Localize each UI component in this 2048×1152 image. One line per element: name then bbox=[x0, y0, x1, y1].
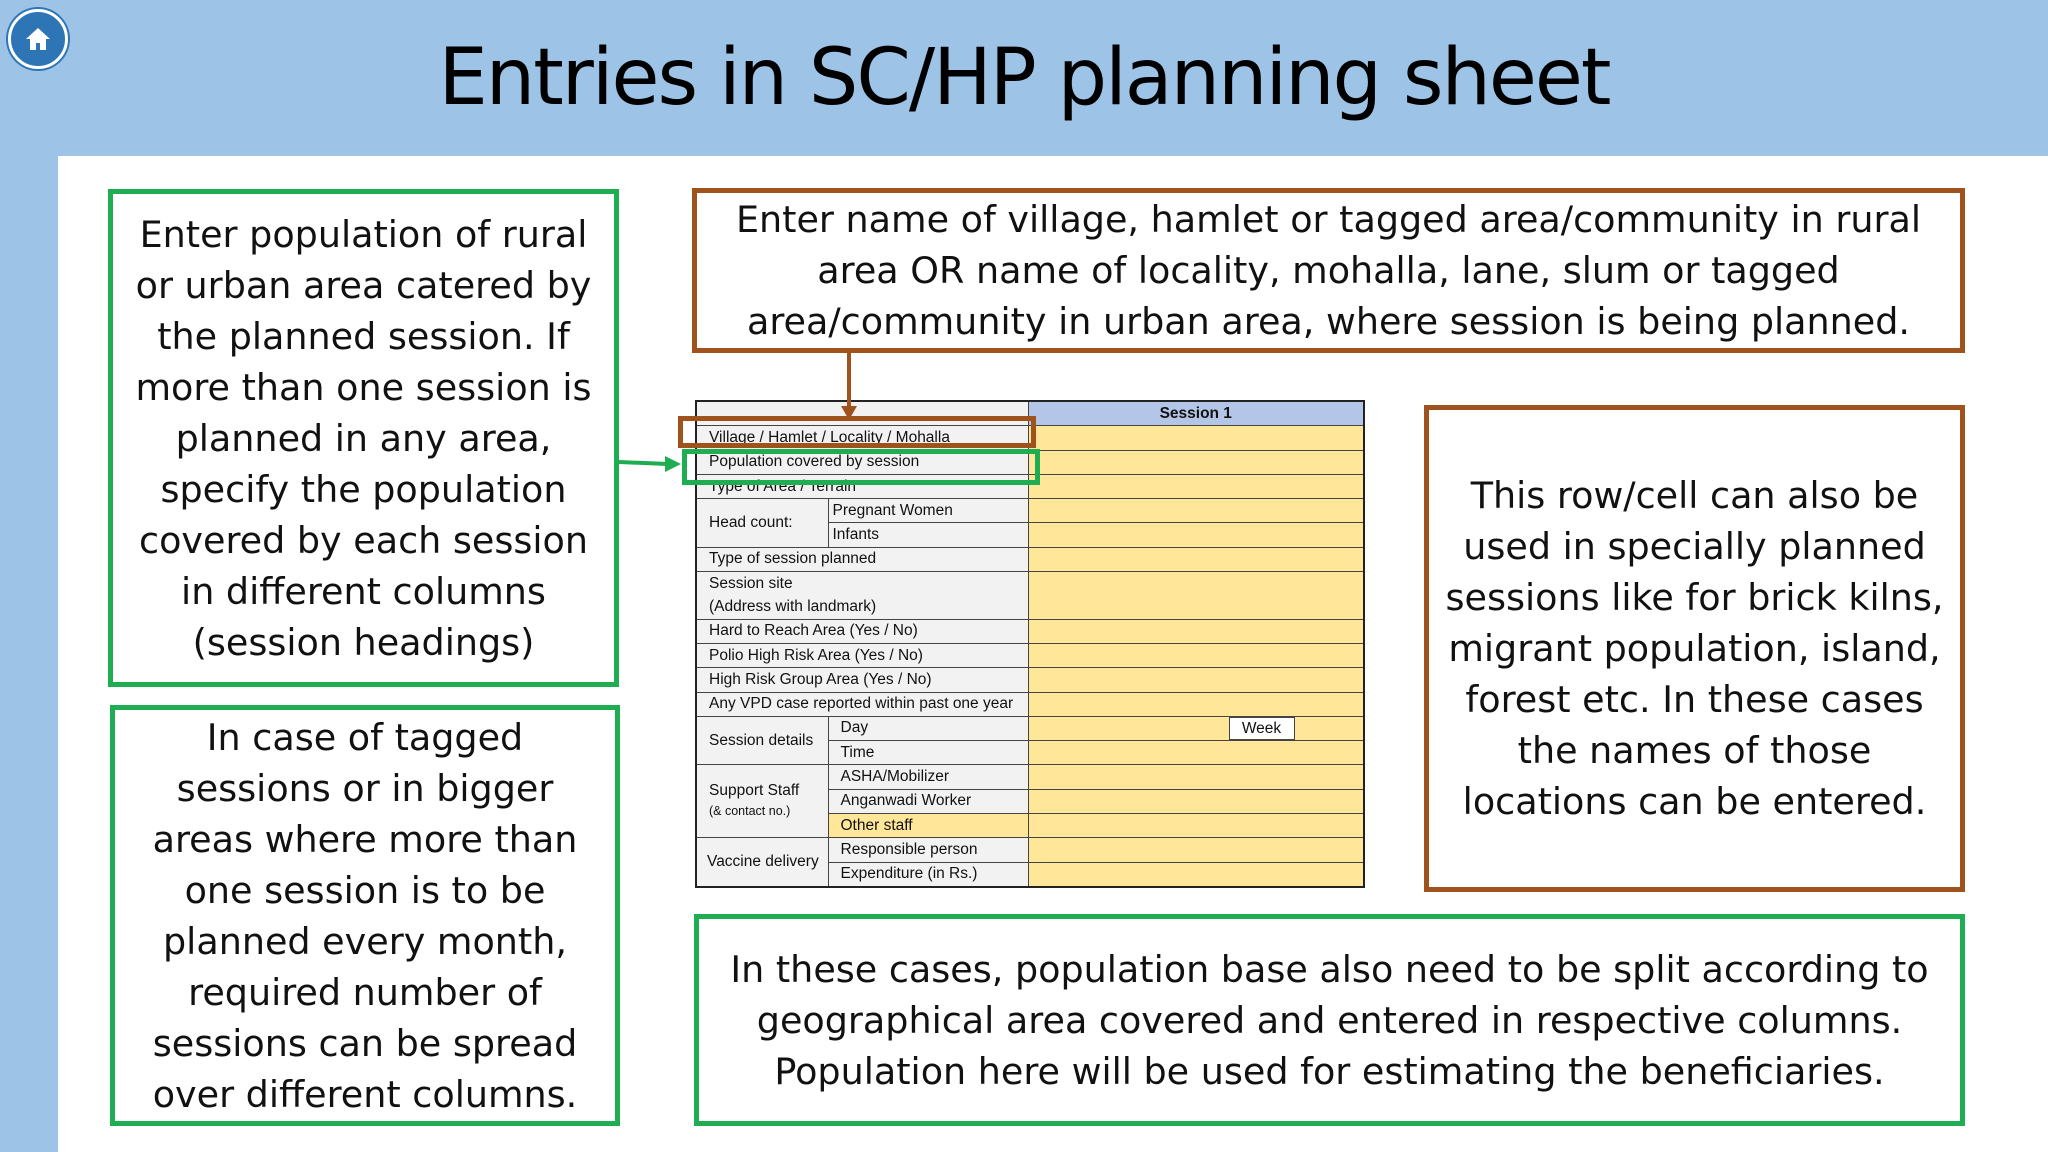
row-type-of-area-label: Type of Area / Terrain bbox=[696, 474, 1028, 498]
callout-village-name-text: Enter name of village, hamlet or tagged area/community in rural area OR name of locality, mohalla, lane, slum or tagged area/community in urban area, where session is being planned. bbox=[735, 198, 1922, 343]
row-high-risk-group-label: High Risk Group Area (Yes / No) bbox=[696, 668, 1028, 692]
asha-cell[interactable] bbox=[1028, 765, 1364, 789]
row-village-label: Village / Hamlet / Locality / Mohalla bbox=[696, 426, 1028, 450]
callout-population-split-text: In these cases, population base also need to be split according to geographical area covered and entered in respective columns. Population here will be used for estimating the beneficiaries. bbox=[730, 947, 1929, 1093]
support-staff-label: Support Staff bbox=[709, 782, 800, 800]
type-of-session-cell[interactable] bbox=[1028, 547, 1364, 571]
village-row-highlight bbox=[678, 416, 1036, 448]
callout-population-split bbox=[694, 914, 1965, 1126]
session-site-sublabel: (Address with landmark) bbox=[709, 598, 877, 616]
row-other-staff-label: Other staff bbox=[828, 814, 1028, 838]
pregnant-women-cell[interactable] bbox=[1028, 499, 1364, 523]
row-asha-label: ASHA/Mobilizer bbox=[828, 765, 1028, 789]
row-type-of-session-label: Type of session planned bbox=[696, 547, 1028, 571]
row-polio-high-risk-label: Polio High Risk Area (Yes / No) bbox=[696, 643, 1028, 667]
time-cell[interactable] bbox=[1028, 741, 1364, 765]
session-site-cell[interactable] bbox=[1028, 572, 1364, 620]
infants-cell[interactable] bbox=[1028, 523, 1364, 547]
session-1-header: Session 1 bbox=[1028, 401, 1364, 426]
row-session-details-label: Session details bbox=[696, 716, 828, 765]
village-cell[interactable] bbox=[1028, 426, 1364, 450]
callout-tagged-sessions-text: In case of tagged sessions or in bigger areas where more than one session is to be planned every month, required number of sessions can be spread over different columns. bbox=[152, 715, 578, 1116]
hard-to-reach-cell[interactable] bbox=[1028, 619, 1364, 643]
session-site-label: Session site bbox=[709, 575, 793, 593]
support-staff-sublabel: (& contact no.) bbox=[709, 804, 791, 819]
row-time-label: Time bbox=[828, 741, 1028, 765]
row-support-staff-label bbox=[696, 765, 828, 838]
callout-population bbox=[108, 189, 619, 687]
row-hard-to-reach-label: Hard to Reach Area (Yes / No) bbox=[696, 619, 1028, 643]
row-session-site-label bbox=[696, 572, 1028, 620]
week-label: Week bbox=[1229, 717, 1295, 740]
callout-special-sessions-text: This row/cell can also be used in specially planned sessions like for brick kilns, migrant population, island, forest etc. In these cases the names of those locations can be entered. bbox=[1445, 474, 1944, 823]
day-cell[interactable] bbox=[1028, 716, 1364, 740]
row-infants-label: Infants bbox=[828, 523, 1028, 547]
row-responsible-person-label: Responsible person bbox=[828, 838, 1028, 862]
responsible-person-cell[interactable] bbox=[1028, 838, 1364, 862]
page-title: Entries in SC/HP planning sheet bbox=[438, 33, 1610, 123]
high-risk-group-cell[interactable] bbox=[1028, 668, 1364, 692]
row-pregnant-women-label: Pregnant Women bbox=[828, 499, 1028, 523]
type-of-area-cell[interactable] bbox=[1028, 474, 1364, 498]
callout-tagged-sessions bbox=[110, 705, 620, 1126]
population-cell[interactable] bbox=[1028, 450, 1364, 474]
callout-special-sessions bbox=[1424, 405, 1965, 892]
row-vaccine-delivery-label: Vaccine delivery bbox=[696, 838, 828, 887]
population-row-highlight bbox=[682, 449, 1040, 485]
other-staff-cell[interactable] bbox=[1028, 814, 1364, 838]
expenditure-cell[interactable] bbox=[1028, 862, 1364, 887]
row-expenditure-label: Expenditure (in Rs.) bbox=[828, 862, 1028, 887]
row-head-count-label: Head count: bbox=[696, 499, 828, 548]
vpd-case-cell[interactable] bbox=[1028, 692, 1364, 716]
callout-village-name bbox=[692, 188, 1965, 353]
callout-population-text: Enter population of rural or urban area catered by the planned session. If more than one session is planned in any area, specify the population covered by each session in different columns (session headings) bbox=[135, 212, 592, 664]
row-vpd-case-label: Any VPD case reported within past one year bbox=[696, 692, 1028, 716]
polio-high-risk-cell[interactable] bbox=[1028, 643, 1364, 667]
row-day-label: Day bbox=[828, 716, 1028, 740]
anganwadi-cell[interactable] bbox=[1028, 789, 1364, 813]
row-anganwadi-label: Anganwadi Worker bbox=[828, 789, 1028, 813]
row-population-label: Population covered by session bbox=[696, 450, 1028, 474]
